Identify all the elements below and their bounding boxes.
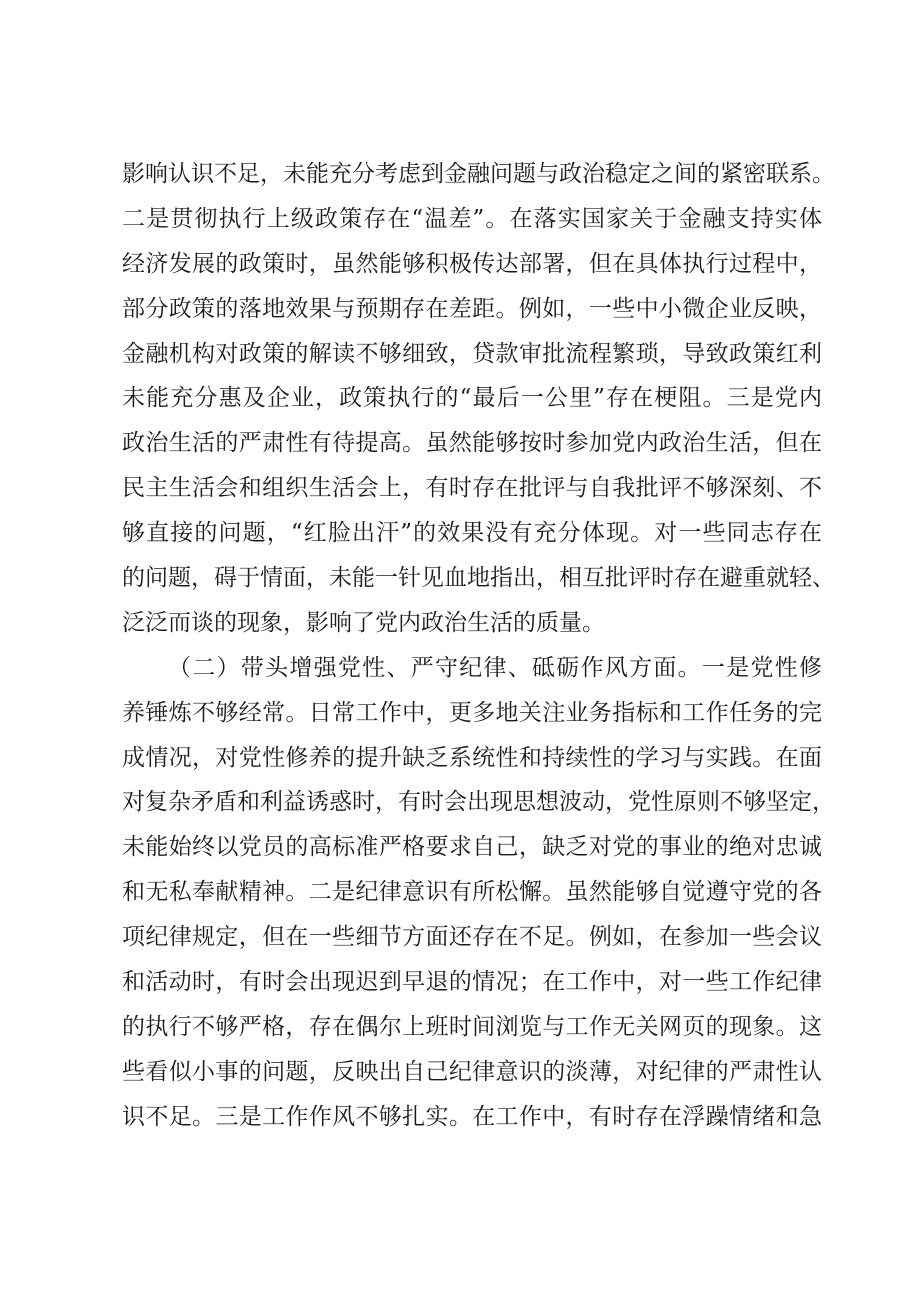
section-heading-line: （二）带头增强党性、严守纪律、砥砺作风方面。一是党性修 [168,654,822,681]
text-line: 部分政策的落地效果与预期存在差距。例如，一些中小微企业反映， [122,295,822,322]
text-line: 政治生活的严肃性有待提高。虽然能够按时参加党内政治生活，但在 [122,430,822,457]
text-line: 些看似小事的问题，反映出自己纪律意识的淡薄，对纪律的严肃性认 [122,1058,822,1085]
text-line: 养锤炼不够经常。日常工作中，更多地关注业务指标和工作任务的完 [122,699,822,726]
document-body [122,152,835,1140]
text-line: 影响认识不足，未能充分考虑到金融问题与政治稳定之间的紧密联系。 [122,161,835,187]
text-line: 二是贯彻执行上级政策存在“温差”。在落实国家关于金融支持实体 [122,205,822,232]
text-line: 的执行不够严格，存在偶尔上班时间浏览与工作无关网页的现象。这 [122,1013,822,1040]
text-line: 和活动时，有时会出现迟到早退的情况；在工作中，对一些工作纪律 [122,969,822,996]
text-line: 和无私奉献精神。二是纪律意识有所松懈。虽然能够自觉遵守党的各 [122,879,822,906]
text-line: 的问题，碍于情面，未能一针见血地指出，相互批评时存在避重就轻、 [122,565,835,592]
text-line: 未能始终以党员的高标准严格要求自己，缺乏对党的事业的绝对忠诚 [122,834,822,861]
text-line: 未能充分惠及企业，政策执行的“最后一公里”存在梗阻。三是党内 [122,385,822,412]
text-line: 经济发展的政策时，虽然能够积极传达部署，但在具体执行过程中， [122,250,822,277]
paragraph-1 [122,152,835,646]
text-line: 成情况，对党性修养的提升缺乏系统性和持续性的学习与实践。在面 [122,744,822,771]
text-line: 对复杂矛盾和利益诱惑时，有时会出现思想波动，党性原则不够坚定， [122,789,835,816]
text-line: 够直接的问题，“红脸出汗”的效果没有充分体现。对一些同志存在 [122,520,822,547]
text-line: 泛泛而谈的现象，影响了党内政治生活的质量。 [122,609,605,636]
text-line: 金融机构对政策的解读不够细致，贷款审批流程繁琐，导致政策红利 [122,340,822,367]
text-line: 项纪律规定，但在一些细节方面还存在不足。例如，在参加一些会议 [122,924,822,951]
text-line: 识不足。三是工作作风不够扎实。在工作中，有时存在浮躁情绪和急 [122,1103,822,1130]
text-line: 民主生活会和组织生活会上，有时存在批评与自我批评不够深刻、不 [122,475,822,502]
paragraph-2 [122,646,835,1140]
